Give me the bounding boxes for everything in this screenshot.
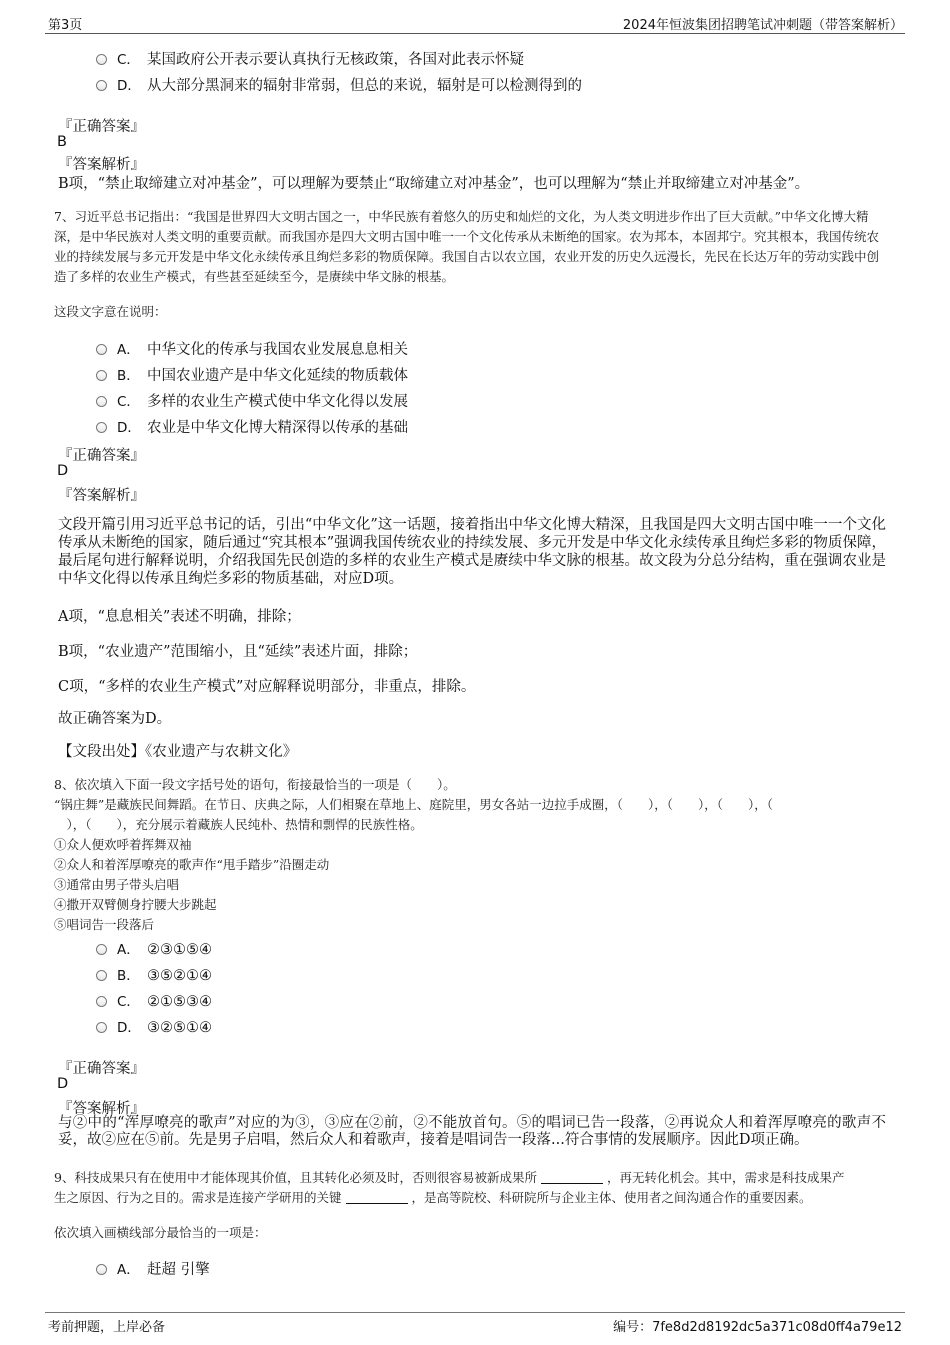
radio-icon[interactable] xyxy=(96,996,107,1007)
page-header xyxy=(45,14,905,34)
document-id: 编号：7fe8d2d8192dc5a371c08d0ff4a79e12 xyxy=(613,1320,902,1335)
option-a[interactable]: A． 赶超 引擎 xyxy=(96,1258,210,1279)
statement-1: ①众人便欢呼着挥舞双袖 xyxy=(54,837,192,852)
radio-icon[interactable] xyxy=(96,1022,107,1033)
statement-5: ⑤唱词告一段落后 xyxy=(54,917,155,932)
radio-icon[interactable] xyxy=(96,370,107,381)
radio-icon[interactable] xyxy=(96,1264,107,1275)
option-a[interactable]: A． 中华文化的传承与我国农业发展息息相关 xyxy=(96,338,408,359)
radio-icon[interactable] xyxy=(96,970,107,981)
option-a[interactable]: A． ②③①⑤④ xyxy=(96,938,212,958)
answer-label: 『正确答案』 xyxy=(58,119,145,135)
analysis-conclusion: 故正确答案为D。 xyxy=(58,711,172,727)
text-source: 【文段出处】《农业遗产与农耕文化》 xyxy=(58,744,298,760)
page-number: 第3页 xyxy=(48,18,83,33)
analysis-note-b: B项，“农业遗产”范围缩小，且“延续”表述片面，排除； xyxy=(58,644,418,660)
question-stem: 7、习近平总书记指出：“我国是世界四大文明古国之一，中华民族有着悠久的历史和灿烂的文化，为人类文明进步作出了巨大贡献。”中华文化博大精深，是中华民族对人类文明的重要贡献。而我国亦是四大文明古国中唯一一个文化传承从未断绝的国家。农为邦本，本固邦宁。究其根本，我国传统农业的持续发展与多元开发是中华文化永续传承且绚烂多彩的物质保障。我国自古以农立国，农业开发的历史久远漫长，先民在长达万年的劳动实践中创造了多样的农业生产模式，有些甚至延续至今，是赓续中华文脉的根基。 xyxy=(54,209,880,284)
document-title: 2024年恒波集团招聘笔试冲刺题（带答案解析） xyxy=(622,18,903,33)
answer-value: D xyxy=(57,1076,69,1092)
footer-slogan: 考前押题，上岸必备 xyxy=(48,1320,166,1335)
analysis-note-a: A项，“息息相关”表述不明确，排除； xyxy=(58,609,301,625)
answer-value: D xyxy=(57,463,69,479)
radio-icon[interactable] xyxy=(96,422,107,433)
option-c[interactable]: C． ②①⑤③④ xyxy=(96,990,212,1010)
fill-blank[interactable] xyxy=(346,1192,408,1204)
statement-2: ②众人和着浑厚嘹亮的歌声作“甩手踏步”沿圈走动 xyxy=(54,857,330,872)
page-footer xyxy=(45,1312,905,1336)
option-c[interactable]: C． 多样的农业生产模式使中华文化得以发展 xyxy=(96,390,408,411)
fill-blank[interactable] xyxy=(541,1172,603,1184)
question-prompt: 依次填入画横线部分最恰当的一项是： xyxy=(54,1225,267,1240)
analysis-text: 文段开篇引用习近平总书记的话，引出“中华文化”这一话题，接着指出中华文化博大精深，且我国是四大文明古国中唯一一个文化传承从未断绝的国家，随后通过“究其根本”强调我国传统农业的持续发展、多元开发是中华文化永续传承且绚烂多彩的物质保障，最后尾句进行解释说明，介绍我国先民创造的多样的农业生产模式是赓续中华文脉的根基。故文段为分总分结构，重在强调农业是中华文化得以传承且绚烂多彩的物质基础，对应D项。 xyxy=(58,517,886,587)
analysis-note-c: C项，“多样的农业生产模式”对应解释说明部分，非重点，排除。 xyxy=(58,679,476,695)
question-stem-cont: 生之原因、行为之目的。需求是连接产学研用的关键 ，是高等院校、科研院所与企业主体、使用者之间沟通合作的重要因素。 xyxy=(54,1190,812,1205)
question-passage: “锅庄舞”是藏族民间舞蹈。在节日、庆典之际，人们相聚在草地上、庭院里，男女各站一边拉手成圈，（ ），（ ），（ ），（ xyxy=(54,797,774,812)
analysis-label: 『答案解析』 xyxy=(58,157,145,173)
option-d[interactable]: D． ③②⑤①④ xyxy=(96,1016,212,1036)
option-b[interactable]: B． ③⑤②①④ xyxy=(96,964,212,984)
option-d[interactable]: D． 从大部分黑洞来的辐射非常弱，但总的来说，辐射是可以检测得到的 xyxy=(96,74,582,95)
option-d[interactable]: D． 农业是中华文化博大精深得以传承的基础 xyxy=(96,416,408,437)
answer-label: 『正确答案』 xyxy=(58,1061,145,1077)
question-stem: 8、依次填入下面一段文字括号处的语句，衔接最恰当的一项是（ ）。 xyxy=(54,777,456,792)
answer-value: B xyxy=(57,134,67,150)
question-prompt: 这段文字意在说明： xyxy=(54,304,167,319)
radio-icon[interactable] xyxy=(96,396,107,407)
radio-icon[interactable] xyxy=(96,54,107,65)
radio-icon[interactable] xyxy=(96,80,107,91)
radio-icon[interactable] xyxy=(96,944,107,955)
statement-3: ③通常由男子带头启唱 xyxy=(54,877,180,892)
analysis-label: 『答案解析』 xyxy=(58,1101,145,1117)
analysis-label: 『答案解析』 xyxy=(58,488,145,504)
analysis-text: 与②中的“浑厚嘹亮的歌声”对应的为③，③应在②前，②不能放首句。⑤的唱词已告一段落，②再说众人和着浑厚嘹亮的歌声不妥，故②应在⑤前。先是男子启唱，然后众人和着歌声，接着是唱词告一段落...符合事情的发展顺序。因此D项正确。 xyxy=(58,1115,886,1148)
question-passage-cont: ），（ ），充分展示着藏族人民纯朴、热情和剽悍的民族性格。 xyxy=(54,817,423,832)
answer-label: 『正确答案』 xyxy=(58,448,145,464)
option-c[interactable]: C． 某国政府公开表示要认真执行无核政策，各国对此表示怀疑 xyxy=(96,48,524,69)
question-stem: 9、科技成果只有在使用中才能体现其价值，且其转化必须及时，否则很容易被新成果所 ，再无转化机会。其中，需求是科技成果产 xyxy=(54,1170,845,1185)
analysis-text: B项，“禁止取缔建立对冲基金”，可以理解为要禁止“取缔建立对冲基金”，也可以理解为“禁止并取缔建立对冲基金”。 xyxy=(58,176,810,192)
statement-4: ④撒开双臂侧身拧腰大步跳起 xyxy=(54,897,217,912)
radio-icon[interactable] xyxy=(96,344,107,355)
option-b[interactable]: B． 中国农业遗产是中华文化延续的物质载体 xyxy=(96,364,408,385)
